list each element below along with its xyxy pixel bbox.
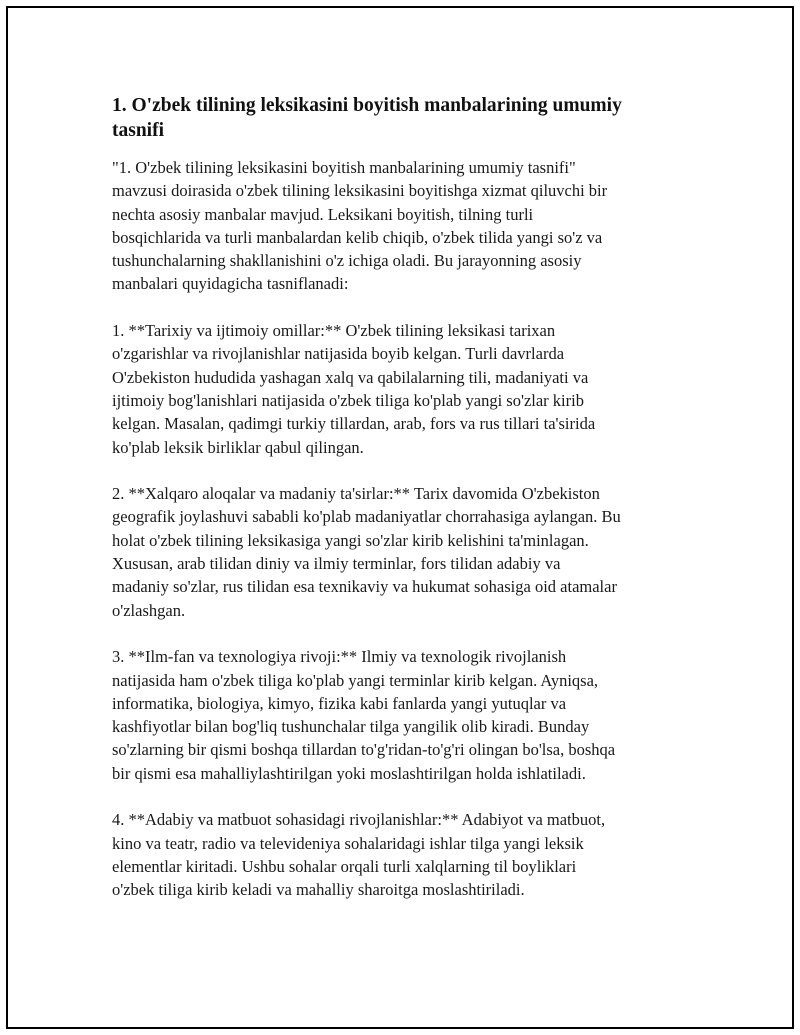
intro-paragraph: "1. O'zbek tilining leksikasini boyitish manbalarining umumiy tasnifi" mavzusi doirasida o'zbek tilining leksikasini boyitishga xizmat qiluvchi bir nechta asosiy manbalar mavjud. Leksikani boyitish, tilning turli bosqichlarida va turli manbalardan kelib chiqib, o'zbek tilida yangi so'z va tushunchalarning shakllanishini o'z ichiga oladi. Bu jarayonning asosiy manbalari quyidagicha tasniflanadi: (112, 158, 608, 294)
paragraph-literature-press: 4. **Adabiy va matbuot sohasidagi rivojlanishlar:** Adabiyot va matbuot, kino va teatr, radio va televideniya sohalaridagi ishlar tilga yangi leksik elementlar kiritadi. Ushbu sohalar orqali turli xalqlarning til boyliklari o'zbek tiliga kirib keladi va mahalliy sharoitga moslashtiriladi. (112, 810, 606, 900)
document-body (112, 93, 692, 925)
paragraph-science-technology: 3. **Ilm-fan va texnologiya rivoji:** Ilmiy va texnologik rivojlanish natijasida ham o'zbek tiliga ko'plab yangi terminlar kirib kelgan. Ayniqsa, informatika, biologiya, kimyo, fizika kabi fanlarda yangi yutuqlar va kashfiyotlar bilan bog'liq tushunchalar tilga yangilik olib kiradi. Bunday so'zlarning bir qismi boshqa tillardan to'g'ridan-to'g'ri olingan bo'lsa, boshqa bir qismi esa mahalliylashtirilgan yoki moslashtirilgan holda ishlatiladi. (112, 647, 616, 783)
document-title: 1. O'zbek tilining leksikasini boyitish manbalarining umumiy tasnifi (112, 95, 622, 141)
paragraph-international-relations: 2. **Xalqaro aloqalar va madaniy ta'sirlar:** Tarix davomida O'zbekiston geografik joylashuvi sababli ko'plab madaniyatlar chorrahasiga aylangan. Bu holat o'zbek tilining leksikasiga yangi so'zlar kirib kelishini ta'minlagan. Xususan, arab tilidan diniy va ilmiy terminlar, fors tilidan adabiy va madaniy so'zlar, rus tilidan esa texnikaviy va hukumat sohasiga oid atamalar o'zlashgan. (112, 484, 621, 620)
paragraph-historical-factors: 1. **Tarixiy va ijtimoiy omillar:** O'zbek tilining leksikasi tarixan o'zgarishlar va rivojlanishlar natijasida boyib kelgan. Turli davrlarda O'zbekiston hududida yashagan xalq va qabilalarning tili, madaniyati va ijtimoiy bog'lanishlari natijasida o'zbek tiliga ko'plab yangi so'zlar kirib kelgan. Masalan, qadimgi turkiy tillardan, arab, fors va rus tillari ta'sirida ko'plab leksik birliklar qabul qilingan. (112, 321, 596, 457)
